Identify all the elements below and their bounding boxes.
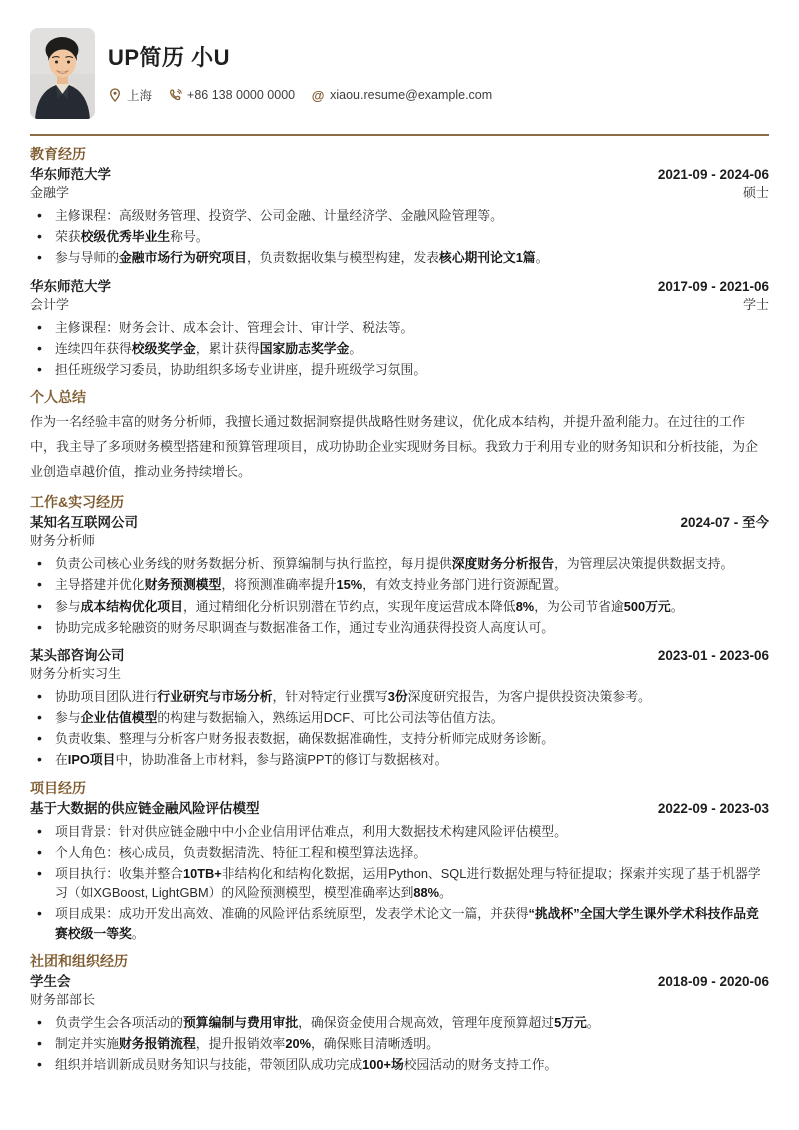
section-title: 教育经历: [30, 146, 86, 162]
summary-paragraph: 作为一名经验丰富的财务分析师，我擅长通过数据洞察提供战略性财务建议，优化成本结构，并提升盈利能力。在过往的工作中，我主导了多项财务模型搭建和预算管理项目，成功协助企业实现财务目标。我致力于利用专业的财务知识和分析技能，为企业创造卓越价值，推动业务持续增长。: [30, 414, 759, 480]
entry-date: 2018-09 - 2020-06: [657, 973, 769, 989]
section-body: [30, 973, 769, 1075]
entry-name: 华东师范大学: [30, 278, 111, 294]
entry-subtitle-row: [30, 991, 769, 1008]
entry-subtitle-row: [30, 665, 769, 682]
bullet-item: • 个人角色：核心成员，负责数据清洗、特征工程和模型算法选择。: [30, 843, 769, 862]
at-icon: @: [311, 87, 325, 103]
bullet-list: [30, 687, 769, 770]
bullet-item: • 主修课程：高级财务管理、投资学、公司金融、计量经济学、金融风险管理等。: [30, 206, 769, 225]
entry-name: 学生会: [30, 973, 71, 989]
entry: [30, 800, 769, 943]
bullet-list: [30, 822, 769, 943]
bullet-list: [30, 1013, 769, 1075]
entry-degree: 学士: [742, 296, 769, 312]
location-text: 上海: [127, 89, 153, 103]
contact-location: [108, 86, 152, 104]
section-body: [30, 166, 769, 379]
contact-email: [311, 88, 492, 102]
candidate-name: UP简历 小U: [108, 45, 231, 70]
section-body: [30, 800, 769, 943]
bullet-item: • 在IPO项目中，协助准备上市材料，参与路演PPT的修订与数据核对。: [30, 750, 769, 769]
contact-phone: [168, 88, 295, 102]
entry-head: [30, 647, 769, 664]
entry-subtitle-row: [30, 184, 769, 201]
entry-role: 会计学: [30, 296, 70, 312]
bullet-item: • 荣获校级优秀毕业生称号。: [30, 227, 769, 246]
bullet-item: • 担任班级学习委员，协助组织多场专业讲座，提升班级学习氛围。: [30, 360, 769, 379]
entry-date: 2023-01 - 2023-06: [657, 647, 769, 663]
bullet-item: • 参与导师的金融市场行为研究项目，负责数据收集与模型构建，发表核心期刊论文1篇。: [30, 248, 769, 267]
entry-date: 2017-09 - 2021-06: [657, 278, 769, 294]
bullet-item: • 参与企业估值模型的构建与数据输入，熟练运用DCF、可比公司法等估值方法。: [30, 708, 769, 727]
bullet-item: • 组织并培训新成员财务知识与技能，带领团队成功完成100+场校园活动的财务支持工作。: [30, 1055, 769, 1074]
bullet-list: [30, 554, 769, 637]
entry-degree: 硕士: [742, 185, 769, 200]
entry-head: [30, 800, 769, 817]
entry-name: 某知名互联网公司: [30, 515, 138, 531]
bullet-item: • 主导搭建并优化财务预测模型，将预测准确率提升15%，有效支持业务部门进行资源配置。: [30, 575, 769, 594]
resume-section: [30, 953, 769, 1075]
avatar-photo: [30, 28, 95, 119]
entry-head: [30, 278, 769, 295]
bullet-list: [30, 206, 769, 268]
entry-role: 财务分析师: [30, 533, 96, 549]
resume-section: [30, 494, 769, 770]
entry-date: 2024-07 - 至今: [680, 515, 769, 531]
bullet-item: • 负责公司核心业务线的财务数据分析、预算编制与执行监控，每月提供深度财务分析报告，为管理层决策提供数据支持。: [30, 554, 769, 573]
avatar-illustration: [30, 28, 95, 119]
bullet-item: • 项目成果：成功开发出高效、准确的风险评估系统原型，发表学术论文一篇，并获得“挑战杯”全国大学生课外学术科技作品竞赛校级一等奖。: [30, 904, 769, 942]
entry-role: 财务分析实习生: [30, 665, 122, 681]
entry-name: 某头部咨询公司: [30, 647, 125, 663]
entry-head: [30, 514, 769, 531]
section-body: [30, 409, 769, 484]
bullet-item: • 主修课程：财务会计、成本会计、管理会计、审计学、税法等。: [30, 318, 769, 337]
entry: [30, 166, 769, 268]
resume-section: [30, 780, 769, 943]
bullet-item: • 协助完成多轮融资的财务尽职调查与数据准备工作，通过专业沟通获得投资人高度认可。: [30, 618, 769, 637]
entry-subtitle-row: [30, 296, 769, 313]
resume-section: [30, 389, 769, 484]
bullet-item: • 参与成本结构优化项目，通过精细化分析识别潜在节约点，实现年度运营成本降低8%，为公司节省逾500万元。: [30, 597, 769, 616]
section-title: 项目经历: [30, 779, 86, 796]
header-info: [108, 28, 508, 104]
resume-header: [30, 28, 769, 119]
entry: [30, 278, 769, 380]
entry: [30, 514, 769, 637]
entry-date: 2022-09 - 2023-03: [657, 800, 769, 816]
bullet-item: • 项目执行：收集并整合10TB+非结构化和结构化数据，运用Python、SQL进行数据处理与特征提取；探索并实现了基于机器学习（如XGBoost, LightGBM）的风险预测模型，模型准确率达到88%。: [30, 864, 769, 902]
email-text: xiaou.resume@example.com: [330, 88, 493, 102]
bullet-list: [30, 318, 769, 380]
bullet-item: • 负责学生会各项活动的预算编制与费用审批，确保资金使用合规高效，管理年度预算超过5万元。: [30, 1013, 769, 1032]
entry: [30, 647, 769, 770]
bullet-item: • 制定并实施财务报销流程，提升报销效率20%，确保账目清晰透明。: [30, 1034, 769, 1053]
entry-role: 金融学: [30, 185, 70, 200]
phone-icon: [168, 88, 182, 102]
resume-sections: [30, 146, 769, 1074]
entry-name: 基于大数据的供应链金融风险评估模型: [30, 800, 260, 816]
entry-date: 2021-09 - 2024-06: [657, 167, 769, 182]
resume-section: [30, 146, 769, 379]
phone-text: +86 138 0000 0000: [187, 88, 296, 102]
section-title: 社团和组织经历: [30, 952, 128, 969]
entry-head: [30, 973, 769, 990]
bullet-item: • 协助项目团队进行行业研究与市场分析，针对特定行业撰写3份深度研究报告，为客户提供投资决策参考。: [30, 687, 769, 706]
bullet-item: • 负责收集、整理与分析客户财务报表数据，确保数据准确性，支持分析师完成财务诊断。: [30, 729, 769, 748]
header-divider: [30, 134, 769, 136]
section-title: 工作&实习经历: [30, 494, 125, 511]
entry-subtitle-row: [30, 532, 769, 549]
entry-role: 财务部部长: [30, 991, 96, 1007]
section-body: [30, 514, 769, 770]
entry-name: 华东师范大学: [30, 167, 111, 182]
entry: [30, 973, 769, 1075]
bullet-item: • 连续四年获得校级奖学金，累计获得国家励志奖学金。: [30, 339, 769, 358]
contact-row: [108, 86, 508, 104]
location-pin-icon: [108, 88, 122, 102]
bullet-item: • 项目背景：针对供应链金融中中小企业信用评估难点，利用大数据技术构建风险评估模型。: [30, 822, 769, 841]
entry-head: [30, 166, 769, 183]
section-title: 个人总结: [30, 389, 86, 406]
